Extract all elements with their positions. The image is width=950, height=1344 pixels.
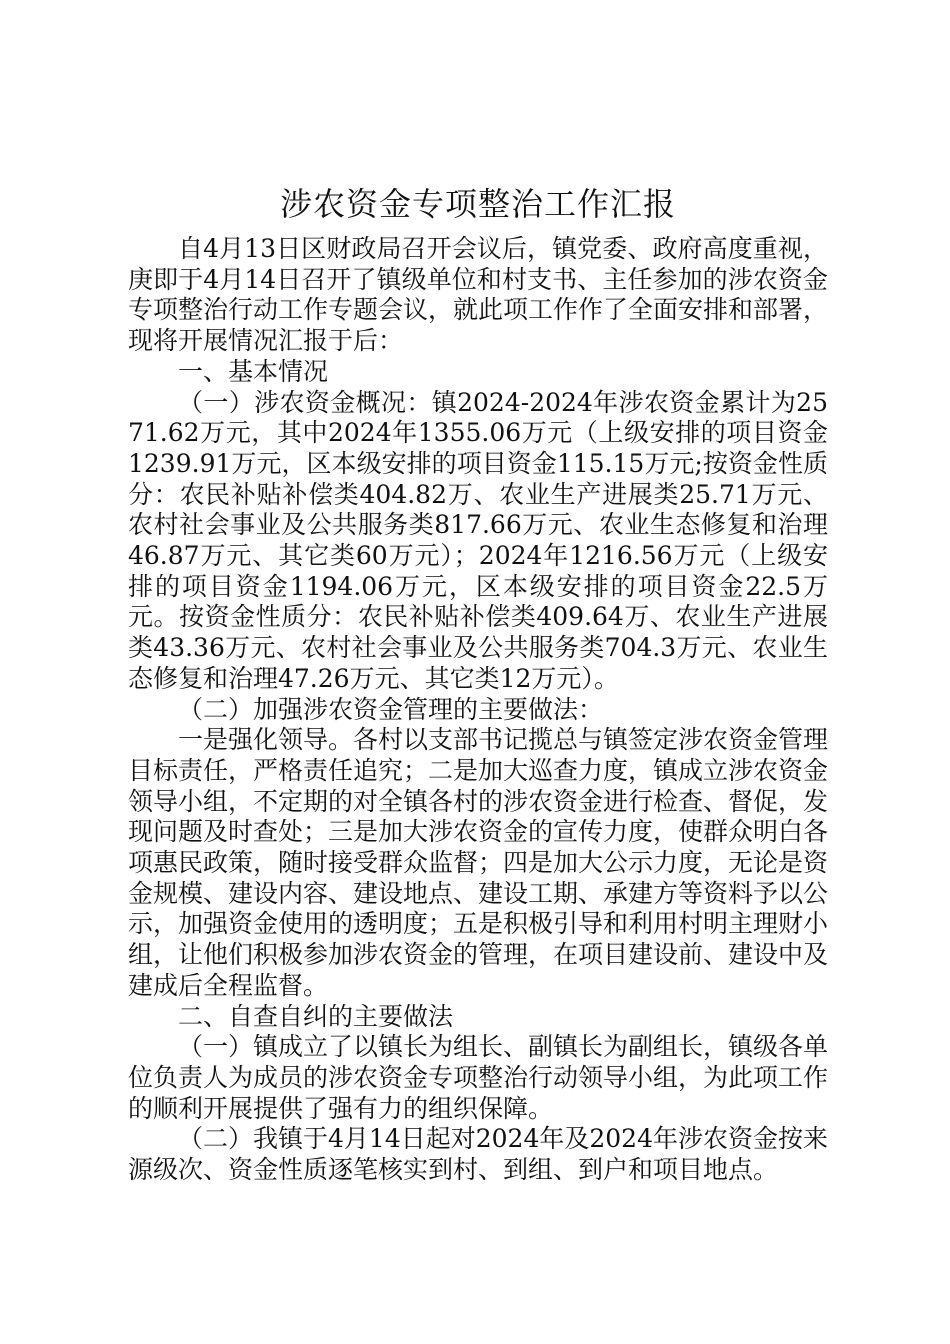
subsection-heading-management: （二）加强涉农资金管理的主要做法：: [178, 694, 604, 724]
paragraph-leadership-group: （一）镇成立了以镇长为组长、副镇长为副组长，镇级各单位负责人为成员的涉农资金专项整治行动领导小组，为此项工作的顺利开展提供了强有力的组织保障。: [128, 1032, 829, 1123]
section-heading-basic-situation: 一、基本情况: [178, 356, 329, 386]
section-heading-self-inspection: 二、自查自纠的主要做法: [178, 1001, 454, 1031]
paragraph-verification: （二）我镇于4月14日起对2024年及2024年涉农资金按来源级次、资金性质逐笔核实到村、到组、到户和项目地点。: [128, 1124, 828, 1185]
paragraph-management-measures: 一是强化领导。各村以支部书记揽总与镇签定涉农资金管理目标责任，严格责任追究；二是加大巡查力度，镇成立涉农资金领导小组，不定期的对全镇各村的涉农资金进行检查、督促，发现问题及时查处；三是加大涉农资金的宣传力度，使群众明白各项惠民政策，随时接受群众监督；四是加大公示力度，无论是资金规模、建设内容、建设地点、建设工期、承建方等资料予以公示，加强资金使用的透明度；五是积极引导和利用村明主理财小组，让他们积极参加涉农资金的管理，在项目建设前、建设中及建成后全程监督。: [128, 725, 829, 1000]
document-title: 涉农资金专项整治工作汇报: [279, 185, 676, 223]
paragraph-intro: 自4月13日区财政局召开会议后，镇党委、政府高度重视，庚即于4月14日召开了镇级单位和村支书、主任参加的涉农资金专项整治行动工作专题会议，就此项工作作了全面安排和部署，现将开展情况汇报于后：: [128, 234, 829, 356]
paragraph-funds-overview: （一）涉农资金概况：镇2024-2024年涉农资金累计为2571.62万元，其中2024年1355.06万元（上级安排的项目资金1239.91万元，区本级安排的项目资金115.15万元;按资金性质分：农民补贴补偿类404.82万、农业生产进展类25.71万元、农村社会事业及公共服务类817.66万元、农业生态修复和治理46.87万元、其它类60万元）；2024年1216.56万元（上级安排的项目资金1194.06万元，区本级安排的项目资金22.5万元。按资金性质分：农民补贴补偿类409.64万、农业生产进展类43.36万元、农村社会事业及公共服务类704.3万元、农业生态修复和治理47.26万元、其它类12万元）。: [128, 387, 828, 693]
document-page: [128, 178, 828, 1186]
